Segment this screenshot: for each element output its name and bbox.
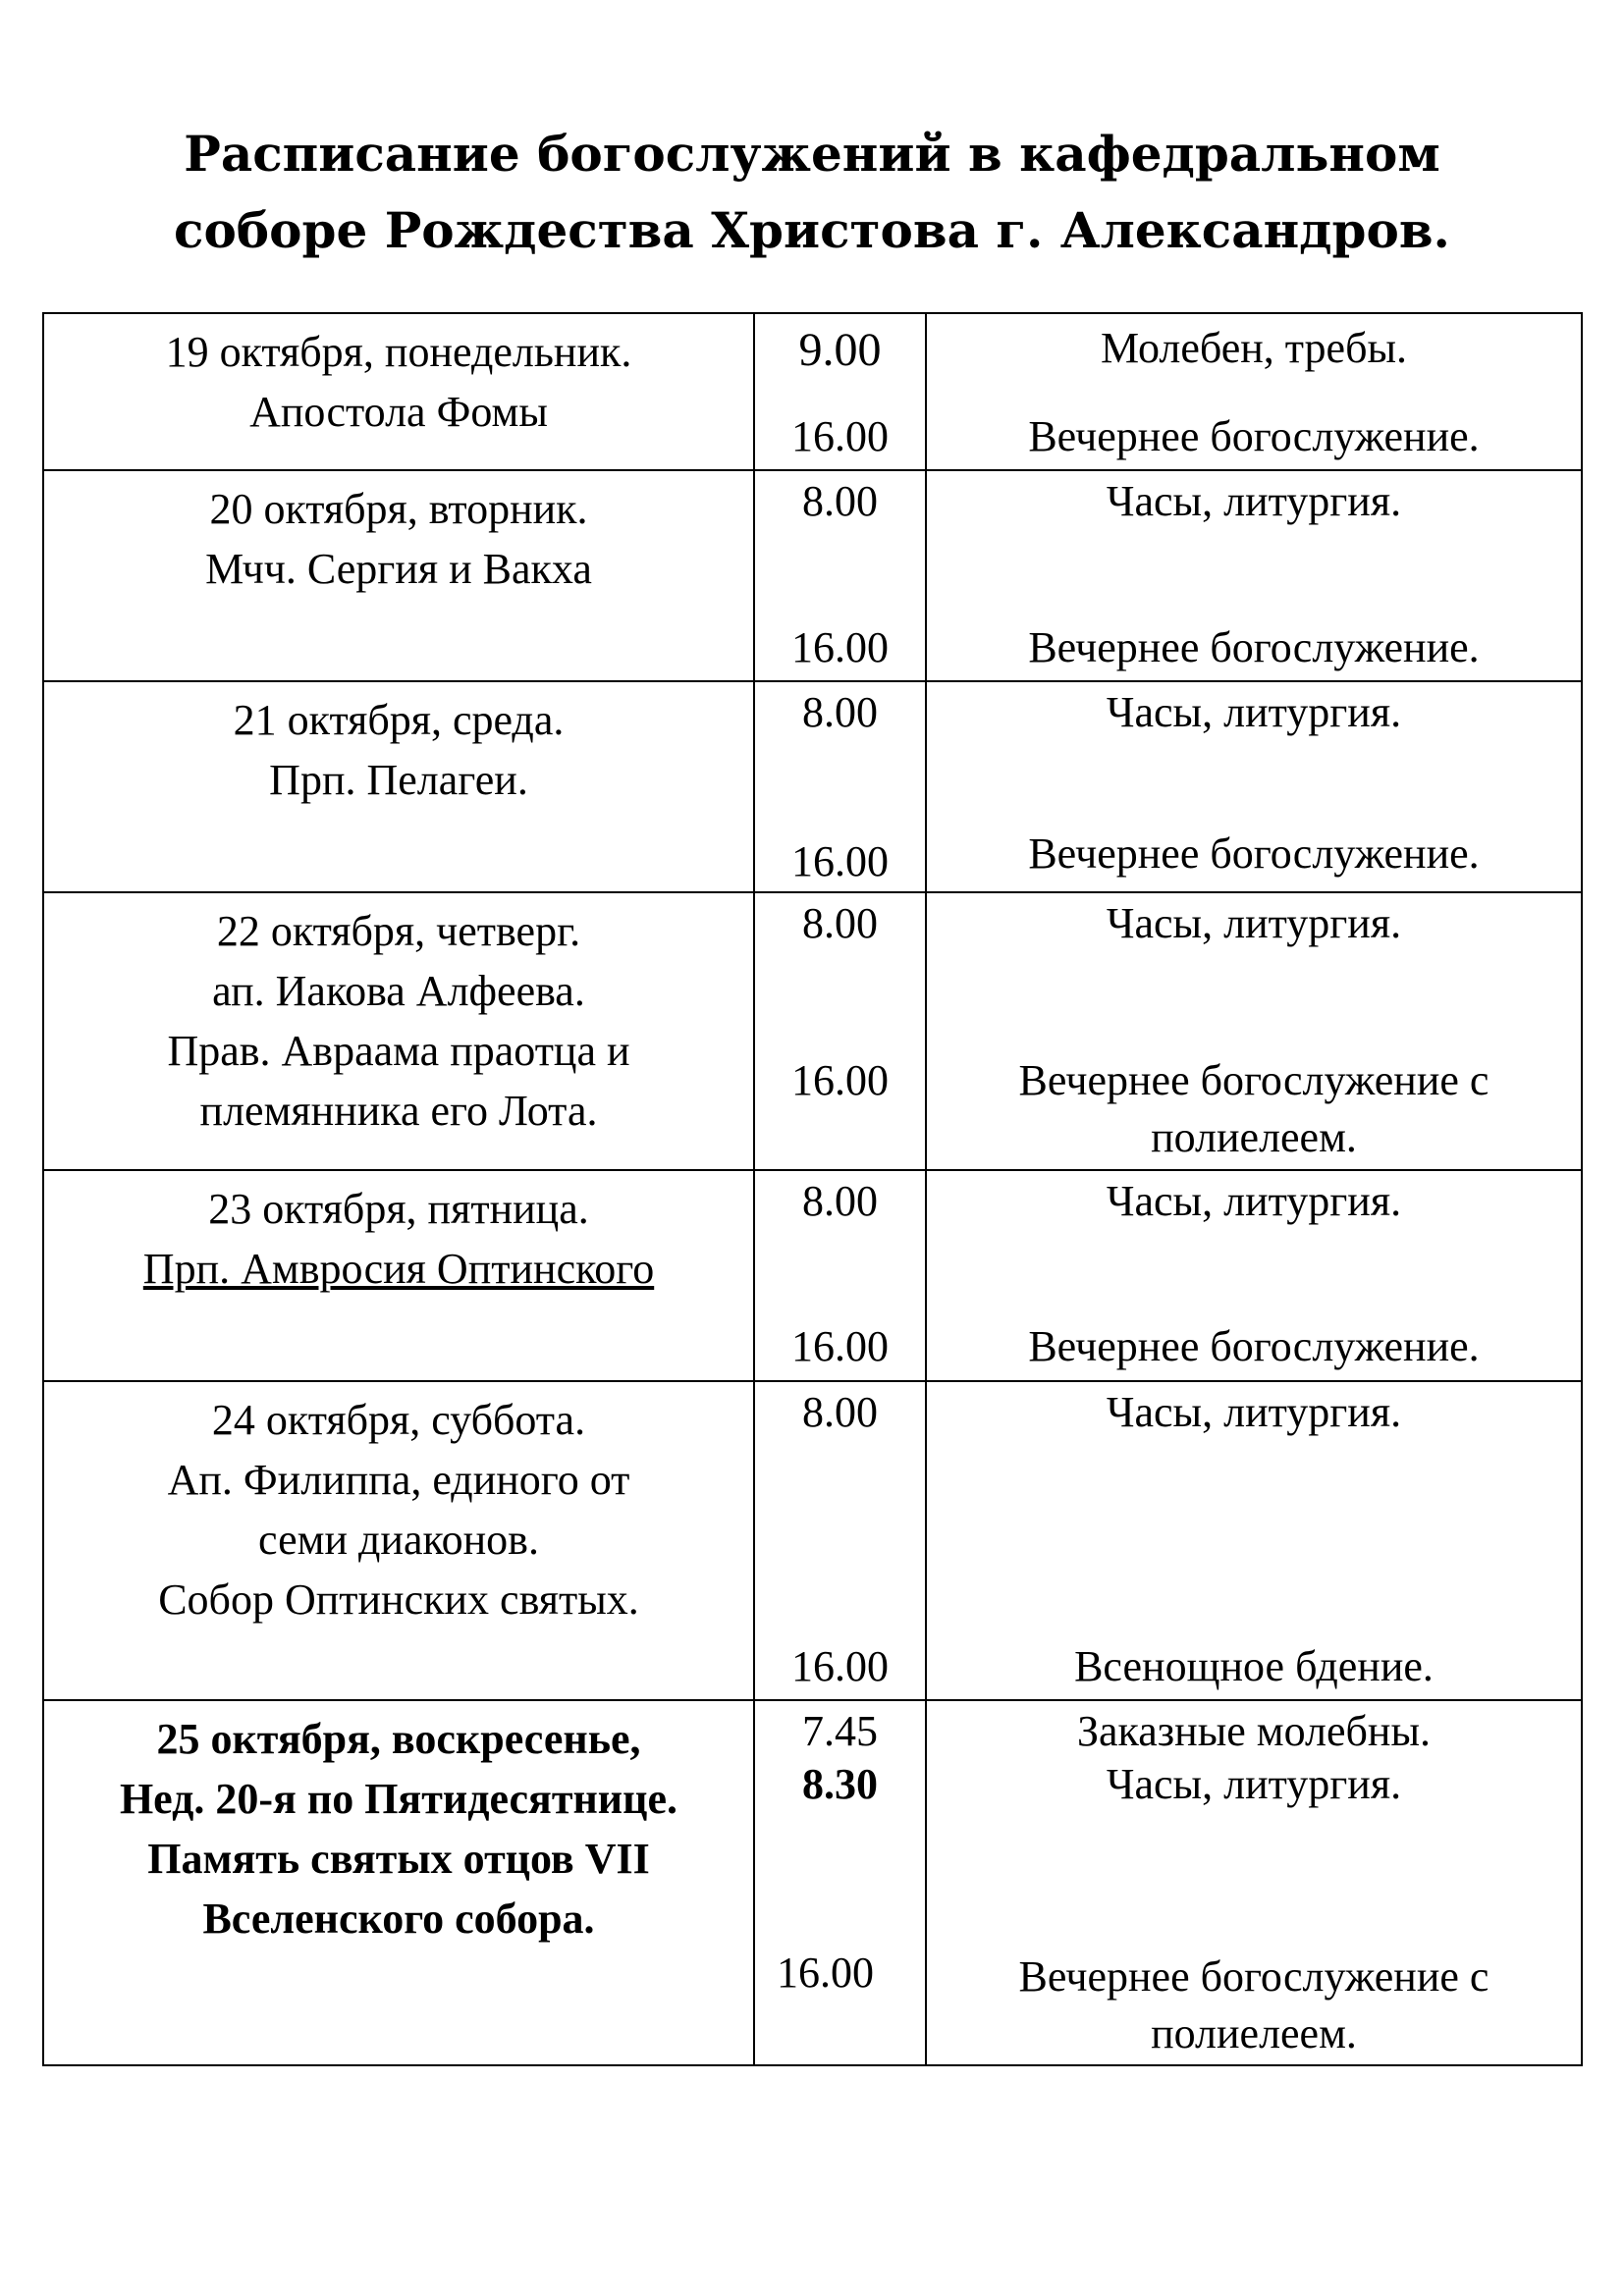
- day-cell: [43, 1170, 754, 1381]
- day-line: 20 октября, вторник.: [209, 485, 588, 533]
- service-value: полиелеем.: [1151, 2009, 1357, 2057]
- time-value: 16.00: [791, 1056, 889, 1104]
- day-cell: [43, 892, 754, 1170]
- service-cell: [926, 892, 1582, 1170]
- service-value: Часы, литургия.: [1106, 1388, 1402, 1436]
- time-cell: [754, 1170, 926, 1381]
- service-value: Вечернее богослужение с: [1018, 1056, 1489, 1104]
- table-row: [43, 892, 1582, 1170]
- service-value: Всенощное бдение.: [1074, 1642, 1434, 1690]
- schedule-table: [42, 312, 1583, 2066]
- time-value: 8.00: [802, 477, 878, 525]
- day-line: Ап. Филиппа, единого от: [167, 1456, 630, 1504]
- table-row: [43, 1700, 1582, 2065]
- service-value: Часы, литургия.: [1106, 1760, 1402, 1808]
- time-value: 16.00: [777, 1949, 874, 1997]
- day-line: 21 октября, среда.: [233, 696, 565, 744]
- time-value: 8.00: [802, 1177, 878, 1225]
- service-cell: [926, 681, 1582, 892]
- service-value: Часы, литургия.: [1106, 899, 1402, 947]
- day-line: ап. Иакова Алфеева.: [212, 967, 585, 1015]
- time-cell: [754, 470, 926, 681]
- day-line: 24 октября, суббота.: [211, 1396, 586, 1444]
- day-cell: [43, 681, 754, 892]
- day-line: племянника его Лота.: [199, 1087, 598, 1135]
- service-value: полиелеем.: [1151, 1113, 1357, 1161]
- service-cell: [926, 1170, 1582, 1381]
- table-row: [43, 681, 1582, 892]
- service-value: Заказные молебны.: [1076, 1707, 1432, 1755]
- day-line: 23 октября, пятница.: [208, 1185, 589, 1233]
- time-value: 9.00: [798, 324, 882, 376]
- service-value: Вечернее богослужение.: [1028, 623, 1480, 671]
- time-cell: [754, 1381, 926, 1700]
- day-line: Нед. 20-я по Пятидесятнице.: [119, 1775, 678, 1823]
- service-cell: [926, 313, 1582, 470]
- table-row: [43, 1170, 1582, 1381]
- time-cell: [754, 681, 926, 892]
- service-cell: [926, 1700, 1582, 2065]
- service-value: Вечернее богослужение с: [1018, 1952, 1489, 2001]
- day-line: семи диаконов.: [258, 1516, 539, 1564]
- day-line: 25 октября, воскресенье,: [156, 1715, 641, 1763]
- day-line: 19 октября, понедельник.: [165, 328, 632, 376]
- day-line: Вселенского собора.: [202, 1895, 595, 1943]
- day-line: Память святых отцов VII: [147, 1835, 650, 1883]
- time-value: 16.00: [791, 837, 889, 885]
- time-cell: [754, 892, 926, 1170]
- time-value: 8.00: [802, 899, 878, 947]
- time-value-bold: 8.30: [802, 1760, 878, 1808]
- day-line: Прп. Пелагеи.: [269, 756, 528, 804]
- time-value: 8.00: [802, 1388, 878, 1436]
- time-value: 7.45: [802, 1707, 878, 1755]
- service-value: Вечернее богослужение.: [1028, 1322, 1480, 1370]
- day-line: 22 октября, четверг.: [216, 907, 581, 955]
- day-line: Мчч. Сергия и Вакха: [205, 545, 592, 593]
- day-cell: [43, 313, 754, 470]
- time-value: 16.00: [791, 623, 889, 671]
- day-line-underlined: Прп. Амвросия Оптинского: [142, 1245, 655, 1293]
- service-value: Вечернее богослужение.: [1028, 829, 1480, 878]
- time-value: 8.00: [802, 688, 878, 736]
- time-cell: [754, 313, 926, 470]
- time-value: 16.00: [791, 1642, 889, 1690]
- day-cell: [43, 1700, 754, 2065]
- service-value: Часы, литургия.: [1106, 688, 1402, 736]
- day-cell: [43, 1381, 754, 1700]
- page-title-line-2: соборе Рождества Христова г. Александров.: [174, 201, 1450, 259]
- service-value: Часы, литургия.: [1106, 1177, 1402, 1225]
- page-title-line-1: Расписание богослужений в кафедральном: [184, 125, 1440, 183]
- service-cell: [926, 1381, 1582, 1700]
- day-line: Прав. Авраама праотца и: [167, 1027, 630, 1075]
- day-cell: [43, 470, 754, 681]
- page-title: [0, 116, 1624, 269]
- day-line: Собор Оптинских святых.: [158, 1575, 639, 1624]
- day-line: Апостола Фомы: [249, 388, 548, 436]
- service-value: Вечернее богослужение.: [1028, 412, 1480, 460]
- table-row: [43, 313, 1582, 470]
- service-value: Часы, литургия.: [1106, 477, 1402, 525]
- service-value: Молебен, требы.: [1100, 324, 1408, 372]
- time-cell: [754, 1700, 926, 2065]
- service-cell: [926, 470, 1582, 681]
- table-row: [43, 470, 1582, 681]
- table-row: [43, 1381, 1582, 1700]
- time-value: 16.00: [791, 412, 889, 460]
- time-value: 16.00: [791, 1322, 889, 1370]
